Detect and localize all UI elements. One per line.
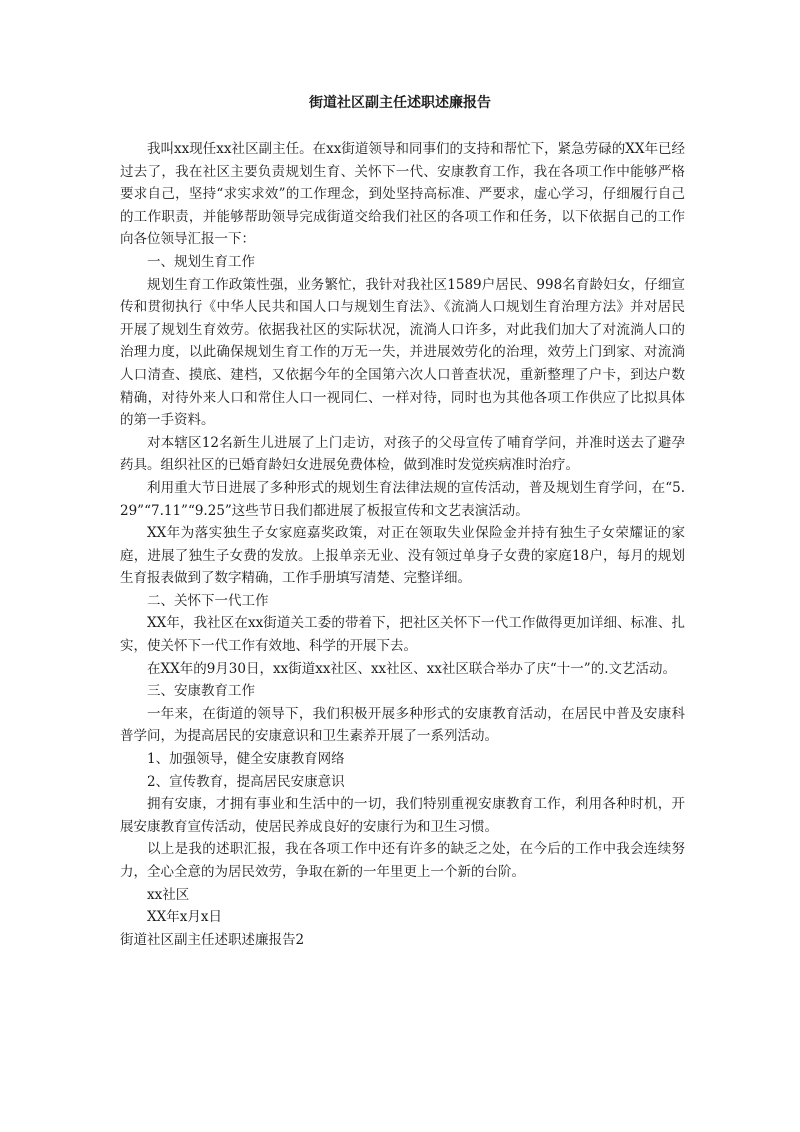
document-title: 街道社区副主任述职述廉报告: [309, 95, 491, 111]
paragraph: 一年来，在街道的领导下，我们积极开展多种形式的安康教育活动，在居民中普及安康科普学问，为提高居民的安康意识和卫生素养开展了一系列活动。: [120, 705, 685, 745]
intro-paragraph: 我叫xx现任xx社区副主任。在xx街道领导和同事们的支持和帮忙下，紧急劳碌的XX年已经过去了，我在社区主要负责规划生育、关怀下一代、安康教育工作，我在各项工作中能够严格要求自己，坚持“求实求效”的工作理念，到处坚持高标准、严要求，虚心学习，仔细履行自己的工作职责，并能够帮助领导完成街道交给我们社区的各项工作和任务，以下依据自己的工作向各位领导汇报一下：: [120, 141, 685, 248]
closing-paragraph: 以上是我的述职汇报，我在各项工作中还有许多的缺乏之处，在今后的工作中我会连续努力，全心全意的为居民效劳，争取在新的一年里更上一个新的台阶。: [120, 841, 685, 880]
paragraph: 拥有安康，才拥有事业和生活中的一切，我们特别重视安康教育工作，利用各种时机，开展安康教育宣传活动，使居民养成良好的安康行为和卫生习惯。: [120, 796, 685, 835]
section-heading-next-generation: 二、关怀下一代工作: [147, 592, 269, 609]
paragraph: XX年为落实独生子女家庭嘉奖政策，对正在领取失业保险金并持有独生子女荣耀证的家庭，进展了独生子女费的发放。上报单亲无业、没有领过单身子女费的家庭18户，每月的规划生育报表做到了数字精确，工作手册填写清楚、完整详细。: [120, 525, 685, 587]
paragraph: XX年，我社区在xx街道关工委的带着下，把社区关怀下一代工作做得更加详细、标准、扎实，使关怀下一代工作有效地、科学的开展下去。: [120, 615, 685, 655]
paragraph: 规划生育工作政策性强，业务繁忙，我针对我社区1589户居民、998名育龄妇女，仔细宣传和贯彻执行《中华人民共和国人口与规划生育法》、《流淌人口规划生育治理方法》并对居民开展了规划生育效劳。依据我社区的实际状况，流淌人口许多，对此我们加大了对流淌人口的治理力度，以此确保规划生育工作的万无一失，并进展效劳化的治理，效劳上门到家、对流淌人口清查、摸底、建档，又依据今年的全国第六次人口普查状况，重新整理了户卡，到达户数精确，对待外来人口和常住人口一视同仁、一样对待，同时也为其他各项工作供应了比拟具体的第一手资料。: [120, 276, 685, 429]
section-heading-family-planning: 一、规划生育工作: [147, 253, 255, 270]
paragraph: 在XX年的9月30日，xx街道xx社区、xx社区、xx社区联合举办了庆“十一”的.文艺活动。: [147, 660, 676, 677]
paragraph: 利用重大节日进展了多种形式的规划生育法律法规的宣传活动，普及规划生育学问，在“5.29”“7.11”“9.25”这些节日我们都进展了板报宣传和文艺表演活动。: [120, 479, 685, 519]
list-item: 1、加强领导，健全安康教育网络: [147, 751, 345, 768]
paragraph: 对本辖区12名新生儿进展了上门走访，对孩子的父母宣传了哺育学问，并准时送去了避孕药具。组织社区的已婚育龄妇女进展免费体检，做到准时发觉疾病准时治疗。: [120, 434, 685, 474]
signature: xx社区: [147, 886, 190, 903]
date: XX年x月x日: [147, 909, 222, 926]
document-body: [120, 138, 685, 951]
section-heading-health-education: 三、安康教育工作: [147, 683, 255, 700]
list-item: 2、宣传教育，提高居民安康意识: [147, 773, 345, 790]
next-document-title: 街道社区副主任述职述廉报告2: [120, 931, 305, 948]
